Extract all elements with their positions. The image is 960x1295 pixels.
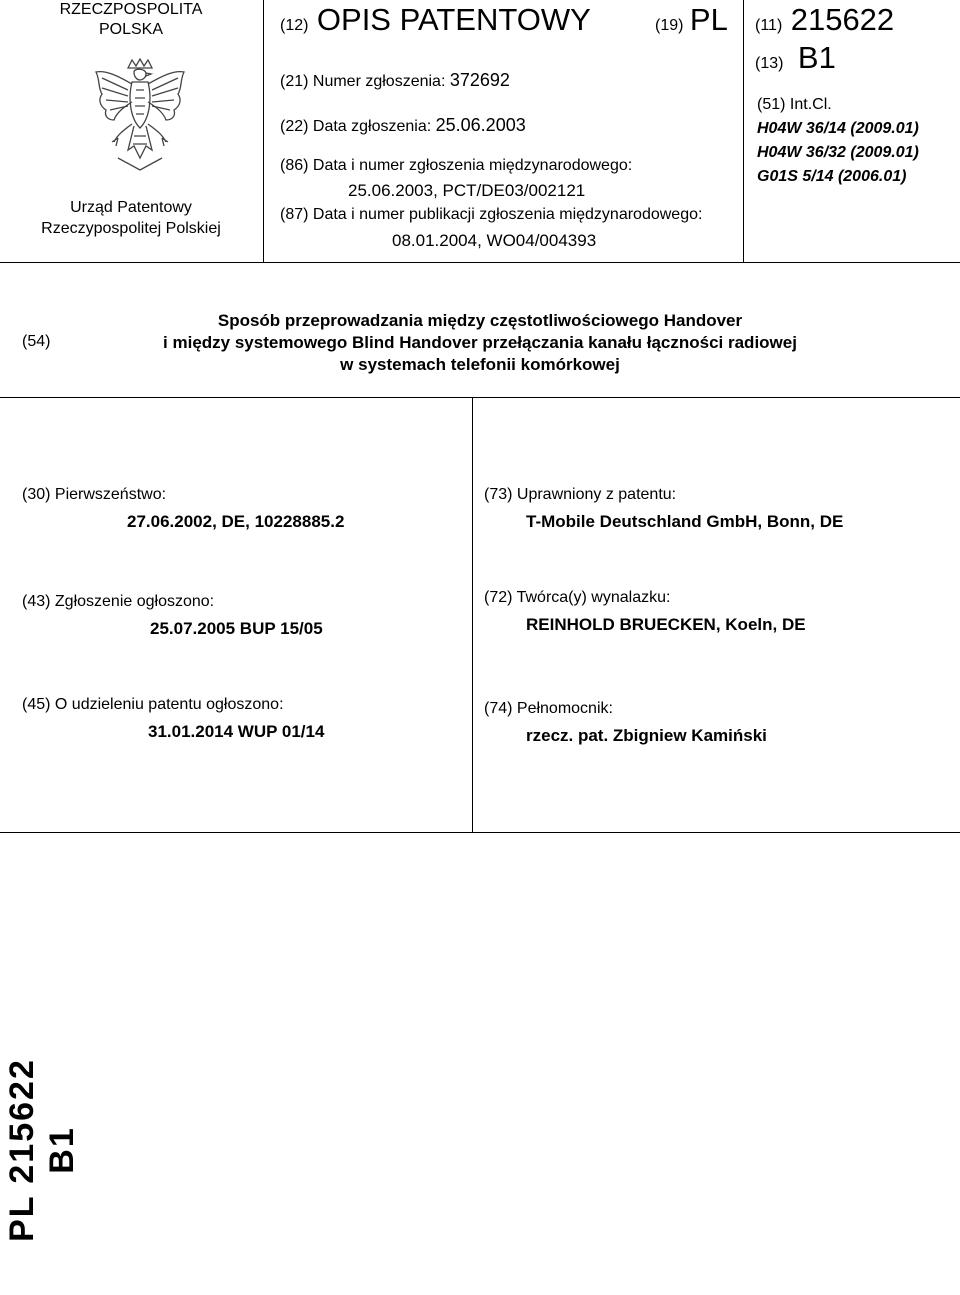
kind-code-label: (13) xyxy=(755,55,784,72)
application-number-label: (21) Numer zgłoszenia: xyxy=(280,73,446,90)
intcl-entry: H04W 36/32 (2009.01) xyxy=(757,144,919,161)
title-line3: w systemach telefonii komórkowej xyxy=(340,355,620,374)
intcl-entry: G01S 5/14 (2006.01) xyxy=(757,168,907,185)
country-code: PL xyxy=(689,2,728,37)
application-number: 372692 xyxy=(449,70,510,90)
inventor-value: REINHOLD BRUECKEN, Koeln, DE xyxy=(526,615,806,634)
kind-code: B1 xyxy=(797,40,836,75)
kind-code-row xyxy=(755,40,836,76)
patent-number-code: (11) xyxy=(755,17,783,34)
intl-publication-label: (87) Data i numer publikacji zgłoszenia międzynarodowego: xyxy=(280,206,703,223)
published-value: 25.07.2005 BUP 15/05 xyxy=(150,619,323,638)
title-line1: Sposób przeprowadzania między częstotliwościowego Handover xyxy=(217,311,743,330)
priority-label: (30) Pierwszeństwo: xyxy=(22,486,167,503)
header-divider-right xyxy=(743,0,744,262)
country-name-line1: RZECZPOSPOLITA xyxy=(59,1,203,18)
granted-value: 31.01.2014 WUP 01/14 xyxy=(148,722,325,741)
country-code-row xyxy=(655,2,728,38)
intl-publication-value: 08.01.2004, WO04/004393 xyxy=(392,231,597,250)
header-divider-left xyxy=(263,0,264,262)
application-date-row xyxy=(280,115,526,136)
country-name-line2: POLSKA xyxy=(98,21,164,38)
granted-label: (45) O udzieleniu patentu ogłoszono: xyxy=(22,696,284,713)
attorney-label: (74) Pełnomocnik: xyxy=(484,700,613,717)
header-bottom-rule xyxy=(0,262,960,263)
country-code-label: (19) xyxy=(655,17,684,34)
inventor-label: (72) Twórca(y) wynalazku: xyxy=(484,589,671,606)
title-line2: i między systemowego Blind Handover przełączania kanału łączności radiowej xyxy=(163,333,797,352)
spine-identifier: PL 215622 B1 xyxy=(3,1058,81,1242)
body-bottom-rule xyxy=(0,832,960,833)
owner-value: T-Mobile Deutschland GmbH, Bonn, DE xyxy=(526,512,844,531)
body-divider xyxy=(472,397,473,833)
intcl-label: (51) Int.Cl. xyxy=(757,96,832,113)
office-name-line1: Urząd Patentowy xyxy=(70,199,192,216)
priority-value: 27.06.2002, DE, 10228885.2 xyxy=(127,512,345,531)
application-date-label: (22) Data zgłoszenia: xyxy=(280,118,432,135)
application-number-row xyxy=(280,70,510,91)
published-label: (43) Zgłoszenie ogłoszono: xyxy=(22,593,215,610)
doc-code: (12) xyxy=(280,17,309,34)
patent-number: 215622 xyxy=(790,2,895,37)
title-bottom-rule xyxy=(0,397,960,398)
title-code: (54) xyxy=(22,333,51,350)
doc-type: OPIS PATENTOWY xyxy=(316,2,591,37)
intl-application-label: (86) Data i numer zgłoszenia międzynarodowego: xyxy=(280,157,633,174)
application-date: 25.06.2003 xyxy=(435,115,526,135)
attorney-value: rzecz. pat. Zbigniew Kamiński xyxy=(526,726,767,745)
intl-application-value: 25.06.2003, PCT/DE03/002121 xyxy=(348,181,586,200)
office-name-line2: Rzeczypospolitej Polskiej xyxy=(41,220,221,237)
intcl-entry: H04W 36/14 (2009.01) xyxy=(757,120,919,137)
patent-number-row xyxy=(755,2,894,38)
owner-label: (73) Uprawniony z patentu: xyxy=(484,486,677,503)
polish-eagle-emblem-icon xyxy=(88,58,192,178)
document-type-row xyxy=(280,2,591,38)
